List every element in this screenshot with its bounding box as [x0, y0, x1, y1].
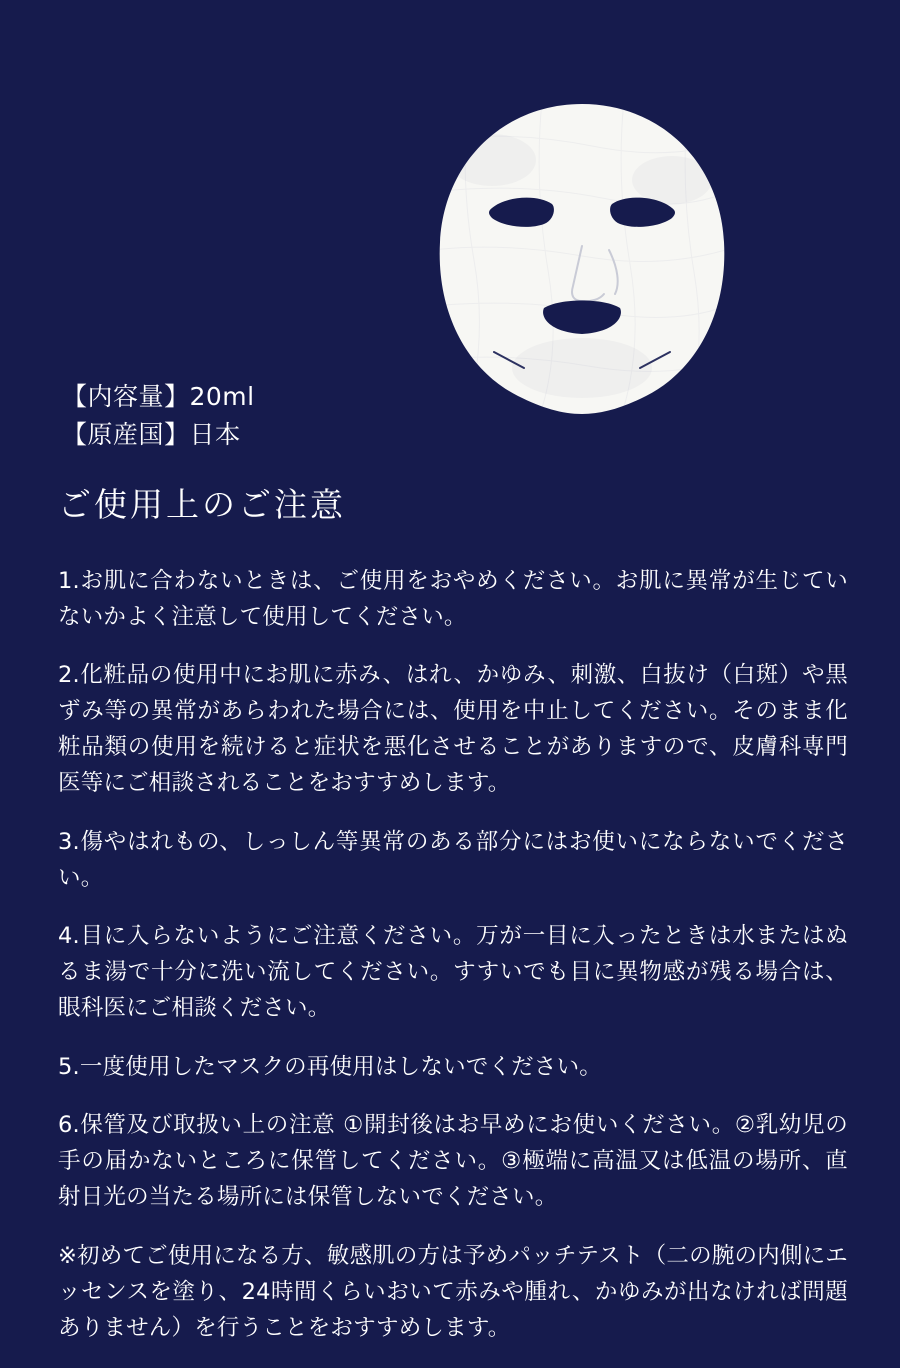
spec-line-volume: 【内容量】20ml [62, 382, 255, 411]
spec-line-origin: 【原産国】日本 [62, 420, 241, 449]
notice-item: 5.一度使用したマスクの再使用はしないでください。 [58, 1053, 602, 1080]
notice-item: 1.お肌に合わないときは、ご使用をおやめください。お肌に異常が生じていないかよく注意して使用してください。 [58, 567, 848, 630]
notice-item: 2.化粧品の使用中にお肌に赤み、はれ、かゆみ、刺激、白抜け（白斑）や黒ずみ等の異常があらわれた場合には、使用を中止してください。そのまま化粧品類の使用を続けると症状を悪化させることがありますので、皮膚科専門医等にご相談されることをおすすめします。 [58, 662, 848, 796]
face-sheet-mask-illustration [432, 100, 732, 420]
notice-item: 4.目に入らないようにご注意ください。万が一目に入ったときは水またはぬるま湯で十分に洗い流してください。すすいでも目に異物感が残る場合は、眼科医にご相談ください。 [58, 923, 848, 1021]
product-spec-block [62, 378, 562, 454]
notice-item: 6.保管及び取扱い上の注意 ①開封後はお早めにお使いください。②乳幼児の手の届かないところに保管してください。③極端に高温又は低温の場所、直射日光の当たる場所には保管しないでください。 [58, 1112, 848, 1210]
notice-list [58, 540, 848, 1368]
notice-item: ※初めてご使用になる方、敏感肌の方は予めパッチテスト（二の腕の内側にエッセンスを塗り、24時間くらいおいて赤みや腫れ、かゆみが出なければ問題ありません）を行うことをおすすめします。 [58, 1242, 848, 1341]
notice-item: 3.傷やはれもの、しっしん等異常のある部分にはお使いにならないでください。 [58, 828, 848, 891]
mask-svg [432, 100, 732, 420]
notice-heading: ご使用上のご注意 [58, 485, 346, 524]
